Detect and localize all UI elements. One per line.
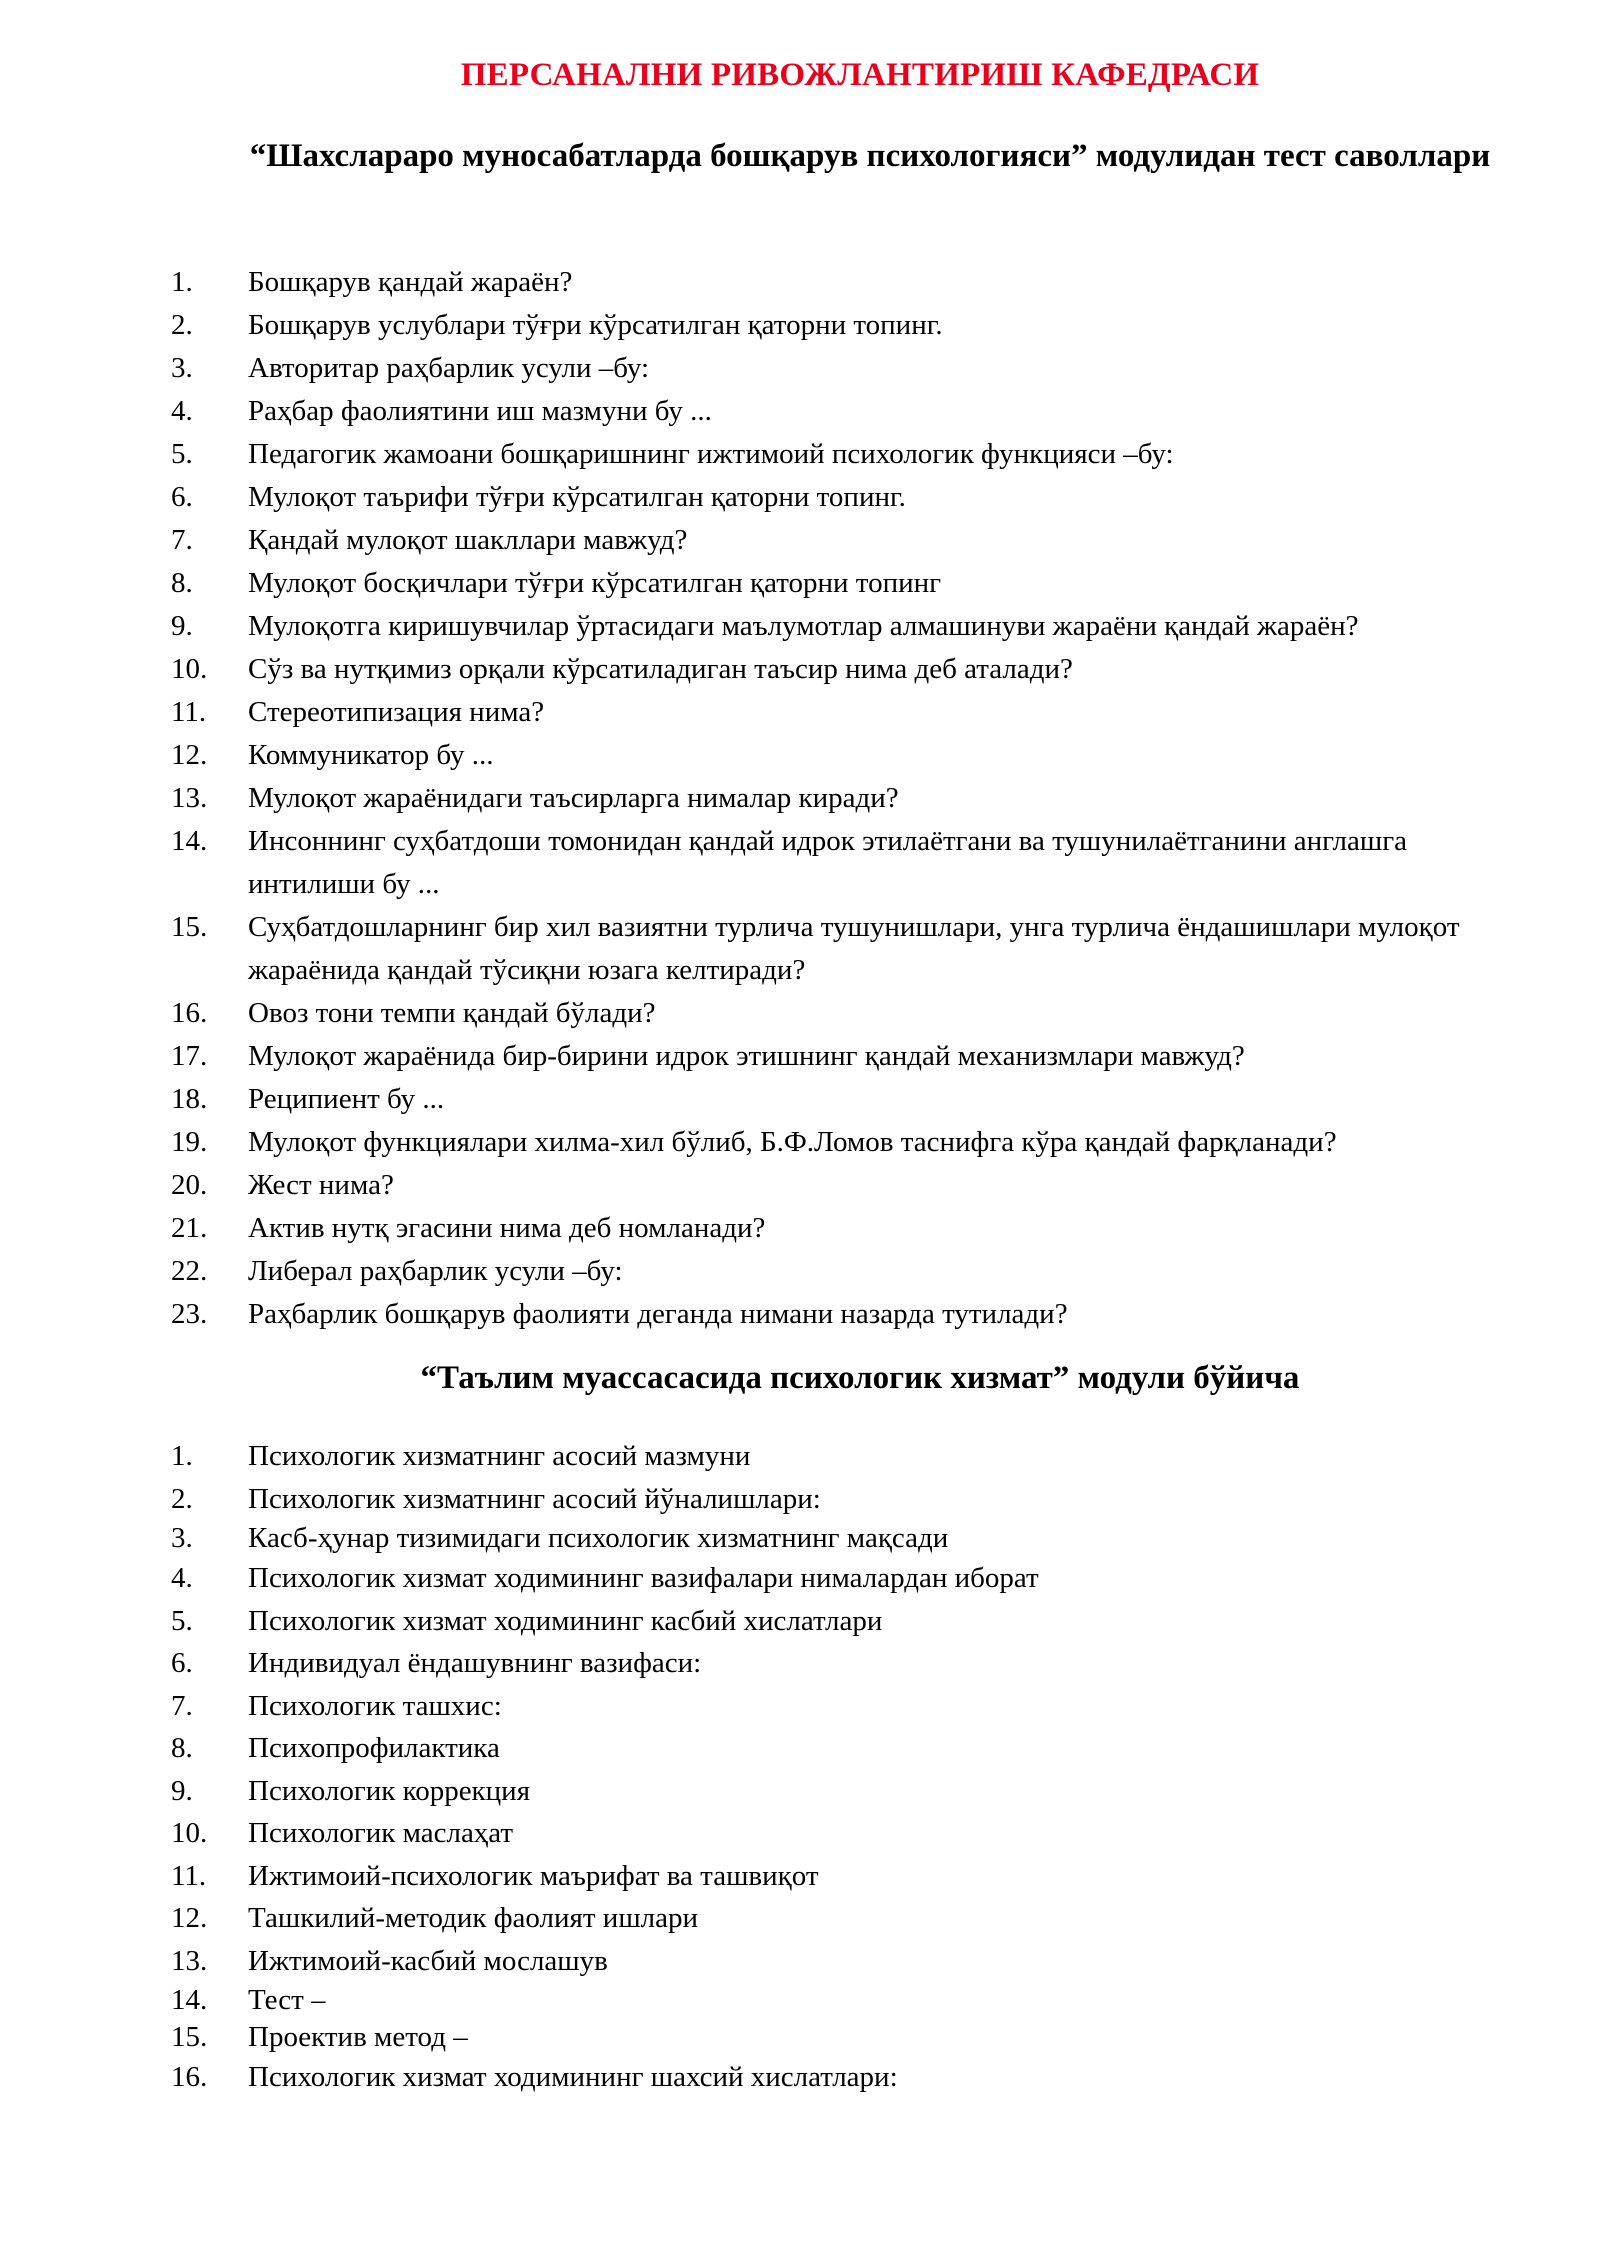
question-text: Суҳбатдошларнинг бир хил вазиятни турлича тушунишлари, унга турлича ёндашишлари мулоқот жараёнида қандай тўсиқни юзага келтиради? xyxy=(248,911,1460,986)
question-item xyxy=(0,1642,1510,1685)
question-item xyxy=(0,1121,1510,1164)
question-text: Мулоқот функциялари хилма-хил бўлиб, Б.Ф.Ломов таснифга кўра қандай фарқланади? xyxy=(248,1126,1337,1158)
question-text: Қандай мулоқот шакллари мавжуд? xyxy=(248,524,688,556)
question-number: 22. xyxy=(171,1255,208,1287)
question-item xyxy=(0,1478,1510,1521)
question-text: Раҳбар фаолиятини иш мазмуни бу ... xyxy=(248,395,712,427)
section2-question-list xyxy=(0,1435,1510,2099)
question-item xyxy=(0,1940,1510,1983)
question-number: 18. xyxy=(171,1083,208,1115)
question-number: 2. xyxy=(171,309,193,341)
question-text: Ижтимоий-касбий мослашув xyxy=(248,1944,608,1977)
question-number: 16. xyxy=(171,997,208,1029)
question-item xyxy=(0,1600,1510,1643)
question-number: 13. xyxy=(171,1944,208,1977)
question-text: Мулоқот жараёнидаги таъсирларга нималар киради? xyxy=(248,782,899,814)
section1-question-list xyxy=(0,261,1510,1336)
department-title: ПЕРСАНАЛНИ РИВОЖЛАНТИРИШ КАФЕДРАСИ xyxy=(460,57,1260,93)
question-text: Психологик хизмат ходимининг касбий хислатлари xyxy=(248,1604,883,1637)
question-item xyxy=(0,1520,1510,1557)
question-number: 12. xyxy=(171,1902,208,1934)
question-text: Индивидуал ёндашувнинг вазифаси: xyxy=(248,1647,702,1679)
question-text: Жест нима? xyxy=(248,1169,394,1201)
question-text: Стереотипизация нима? xyxy=(248,696,545,728)
question-number: 19. xyxy=(171,1126,208,1158)
question-text: Мулоқот таърифи тўғри кўрсатилган қаторни топинг. xyxy=(248,481,906,513)
question-item xyxy=(0,347,1510,390)
question-number: 7. xyxy=(171,1689,193,1722)
question-number: 8. xyxy=(171,567,193,599)
question-text: Психологик хизмат ходимининг вазифалари нималардан иборат xyxy=(248,1562,1039,1594)
question-item xyxy=(0,1164,1510,1207)
question-item xyxy=(0,648,1510,691)
question-number: 23. xyxy=(171,1298,208,1330)
question-text: Реципиент бу ... xyxy=(248,1083,445,1115)
question-text: Тест – xyxy=(248,1984,326,2016)
question-item xyxy=(0,1435,1510,1478)
question-text: Мулоқотга киришувчилар ўртасидаги маълумотлар алмашинуви жараёни қандай жараён? xyxy=(248,610,1359,642)
question-text: Бошқарув қандай жараён? xyxy=(248,266,573,298)
question-item xyxy=(0,1293,1510,1336)
question-text: Психологик коррекция xyxy=(248,1774,531,1807)
question-text: Бошқарув услублари тўғри кўрсатилган қаторни топинг. xyxy=(248,309,943,341)
question-item xyxy=(0,1035,1510,1078)
question-item xyxy=(0,691,1510,734)
question-number: 13. xyxy=(171,782,208,814)
question-number: 11. xyxy=(171,1859,207,1892)
question-item xyxy=(0,1685,1510,1728)
question-item xyxy=(0,906,1510,992)
question-text: Психологик ташхис: xyxy=(248,1689,502,1722)
question-item xyxy=(0,1250,1510,1293)
question-number: 20. xyxy=(171,1169,208,1201)
question-number: 14. xyxy=(171,1984,208,2016)
question-number: 12. xyxy=(171,739,208,771)
question-text: Авторитар раҳбарлик усули –бу: xyxy=(248,352,650,384)
question-text: Педагогик жамоани бошқаришнинг ижтимоий психологик функцияси –бу: xyxy=(248,438,1174,470)
question-number: 16. xyxy=(171,2061,208,2093)
question-item xyxy=(0,2056,1510,2099)
question-text: Касб-ҳунар тизимидаги психологик хизматнинг мақсади xyxy=(248,1522,949,1554)
question-number: 9. xyxy=(171,610,193,642)
question-text: Психологик хизматнинг асосий йўналишлари: xyxy=(248,1482,821,1515)
question-number: 14. xyxy=(171,825,208,857)
question-item xyxy=(0,433,1510,476)
question-number: 9. xyxy=(171,1774,193,1807)
question-number: 6. xyxy=(171,1647,193,1679)
question-number: 4. xyxy=(171,1562,193,1594)
question-text: Актив нутқ эгасини нима деб номланади? xyxy=(248,1212,766,1244)
question-item xyxy=(0,1770,1510,1813)
question-text: Психологик маслаҳат xyxy=(248,1817,514,1849)
question-item xyxy=(0,562,1510,605)
question-item xyxy=(0,1982,1510,2019)
question-text: Проектив метод – xyxy=(248,2021,468,2053)
question-text: Ташкилий-методик фаолият ишлари xyxy=(248,1902,699,1934)
question-item xyxy=(0,1557,1510,1600)
question-number: 4. xyxy=(171,395,193,427)
question-item xyxy=(0,519,1510,562)
question-item xyxy=(0,992,1510,1035)
question-item xyxy=(0,476,1510,519)
question-item xyxy=(0,261,1510,304)
question-number: 5. xyxy=(171,1604,193,1637)
question-text: Раҳбарлик бошқарув фаолияти деганда нимани назарда тутилади? xyxy=(248,1298,1068,1330)
section1-title: “Шахслараро муносабатларда бошқарув психологияси” модулидан тест саволлари xyxy=(249,138,1491,174)
question-number: 17. xyxy=(171,1040,208,1072)
question-number: 15. xyxy=(171,911,208,943)
question-number: 3. xyxy=(171,352,193,384)
question-number: 15. xyxy=(171,2021,208,2053)
question-text: Психопрофилактика xyxy=(248,1732,500,1764)
question-text: Сўз ва нутқимиз орқали кўрсатиладиган таъсир нима деб аталади? xyxy=(248,653,1073,685)
question-item xyxy=(0,1207,1510,1250)
question-number: 6. xyxy=(171,481,193,513)
question-number: 5. xyxy=(171,438,193,470)
question-item xyxy=(0,1078,1510,1121)
question-item xyxy=(0,2019,1510,2056)
section2-title: “Таълим муассасасида психологик хизмат” модули бўйича xyxy=(420,1360,1300,1396)
question-text: Овоз тони темпи қандай бўлади? xyxy=(248,997,656,1029)
question-number: 1. xyxy=(171,1440,193,1472)
question-text: Инсоннинг суҳбатдоши томонидан қандай идрок этилаётгани ва тушунилаётганини англашга интилиши бу ... xyxy=(248,825,1407,900)
question-number: 2. xyxy=(171,1482,193,1515)
question-text: Ижтимоий-психологик маърифат ва ташвиқот xyxy=(248,1859,819,1892)
question-item xyxy=(0,734,1510,777)
question-text: Либерал раҳбарлик усули –бу: xyxy=(248,1255,623,1287)
question-number: 11. xyxy=(171,696,207,728)
question-item xyxy=(0,1897,1510,1940)
question-number: 3. xyxy=(171,1522,193,1554)
question-text: Мулоқот жараёнида бир-бирини идрок этишнинг қандай механизмлари мавжуд? xyxy=(248,1040,1245,1072)
question-item xyxy=(0,390,1510,433)
question-text: Мулоқот босқичлари тўғри кўрсатилган қаторни топинг xyxy=(248,567,942,599)
question-item xyxy=(0,1727,1510,1770)
question-number: 21. xyxy=(171,1212,208,1244)
question-text: Психологик хизматнинг асосий мазмуни xyxy=(248,1440,751,1472)
question-item xyxy=(0,1812,1510,1855)
question-text: Коммуникатор бу ... xyxy=(248,739,494,771)
question-number: 1. xyxy=(171,266,193,298)
question-number: 10. xyxy=(171,653,208,685)
question-number: 7. xyxy=(171,524,193,556)
question-item xyxy=(0,1855,1510,1898)
question-item xyxy=(0,820,1510,906)
question-number: 10. xyxy=(171,1817,208,1849)
question-item xyxy=(0,304,1510,347)
question-item xyxy=(0,777,1510,820)
question-item xyxy=(0,605,1510,648)
question-number: 8. xyxy=(171,1732,193,1764)
question-text: Психологик хизмат ходимининг шахсий хислатлари: xyxy=(248,2061,898,2093)
